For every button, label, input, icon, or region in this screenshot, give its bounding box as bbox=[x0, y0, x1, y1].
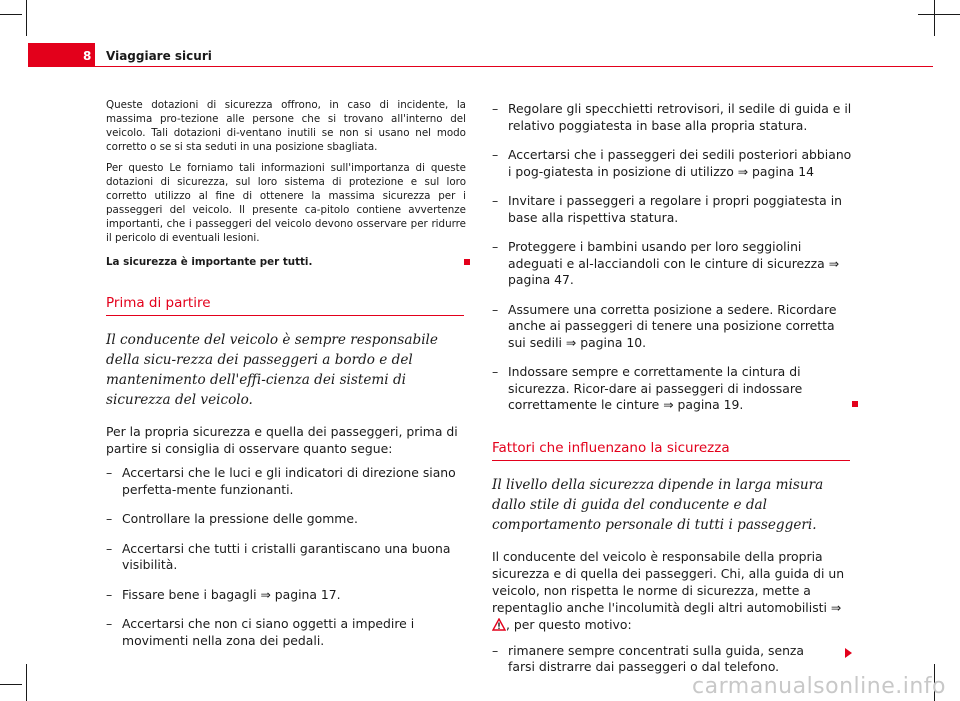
list-item: – Assumere una corretta posizione a sedere. Ricordare anche ai passeggeri di tenere una posizione corretta sui sedili ⇒ pagina 10. bbox=[492, 301, 837, 350]
bold-paragraph-text: La sicurezza è importante per tutti. bbox=[106, 256, 313, 268]
continue-arrow-icon bbox=[845, 648, 852, 658]
list-item-text: Proteggere i bambini usando per loro seggiolini adeguati e al-lacciandoli con le cinture di sicurezza ⇒ pagina 47. bbox=[508, 239, 840, 287]
paragraph: Per questo Le forniamo tali informazioni sull'importanza di queste dotazioni di sicurezza, sul loro sistema di protezione e sul loro corretto utilizzo al fine di ottenere la massima sicurezza per i passeggeri del veicolo. Il presente ca-pitolo contiene avvertenze importanti, che i passeggeri del veicolo devono osservare per ridurre il pericolo di eventuali lesioni. bbox=[106, 162, 466, 244]
bold-paragraph bbox=[106, 255, 466, 269]
warning-triangle-icon bbox=[492, 618, 506, 631]
list-item: – rimanere sempre concentrati sulla guida, senza farsi distrarre dai passeggeri o dal telefono. bbox=[492, 643, 852, 676]
list-item-text: Accertarsi che i passeggeri dei sedili posteriori abbiano i pog-giatesta in posizione di utilizzo ⇒ pagina 14 bbox=[508, 147, 852, 179]
list-item-text: Accertarsi che le luci e gli indicatori di direzione siano perfetta-mente funzionanti. bbox=[122, 465, 456, 497]
section-title: Fattori che influenzano la sicurezza bbox=[492, 440, 850, 461]
list-item: – Accertarsi che tutti i cristalli garantiscano una buona visibilità. bbox=[106, 540, 451, 572]
checklist bbox=[492, 101, 852, 414]
paragraph: Queste dotazioni di sicurezza offrono, in caso di incidente, la massima pro-tezione alle persone che si trovano all'interno del veicolo. Tali dotazioni di-ventano inutili se non si usano nel modo corretto o se si sta seduti in una posizione sbagliata. bbox=[106, 99, 466, 153]
list-item-text: Assumere una corretta posizione a sedere. Ricordare anche ai passeggeri di tenere una posizione corretta sui sedili ⇒ pagina 10. bbox=[508, 301, 837, 350]
header-rule bbox=[95, 66, 933, 67]
list-item-text: Indossare sempre e correttamente la cintura di sicurezza. Ricor-dare ai passeggeri di indossare correttamente le cinture ⇒ pagina 19. bbox=[508, 364, 803, 412]
list-item-text: rimanere sempre concentrati sulla guida, senza farsi distrarre dai passeggeri o dal telefono. bbox=[508, 642, 805, 674]
watermark: carmanualsonline.info bbox=[692, 674, 946, 699]
section-end-square-icon bbox=[464, 259, 470, 265]
crop-mark bbox=[918, 14, 960, 15]
list-item-text: Regolare gli specchietti retrovisori, il sedile di guida e il relativo poggiatesta in base alla propria statura. bbox=[508, 101, 852, 133]
crop-mark bbox=[0, 684, 22, 685]
list-item-text: Invitare i passeggeri a regolare i propri poggiatesta in base alla rispettiva statura. bbox=[508, 193, 842, 225]
list-item: – Proteggere i bambini usando per loro seggiolini adeguati e al-lacciandoli con le cinture di sicurezza ⇒ pagina 47. bbox=[492, 239, 840, 287]
body-paragraph bbox=[492, 548, 852, 633]
list-item-text: Fissare bene i bagagli ⇒ pagina 17. bbox=[122, 586, 341, 602]
section-intro: Il livello della sicurezza dipende in larga misura dallo stile di guida del conducente e dal comportamento personale di tutti i passeggeri. bbox=[492, 476, 824, 533]
section-intro: Il conducente del veicolo è sempre responsabile della sicu-rezza dei passeggeri a bordo e del mantenimento dell'effi-cienza dei sistemi di sicurezza del veicolo. bbox=[106, 332, 438, 408]
list-item: – Accertarsi che i passeggeri dei sedili posteriori abbiano i pog-giatesta in posizione di utilizzo ⇒ pagina 14 bbox=[492, 147, 852, 179]
chapter-title: Viaggiare sicuri bbox=[106, 49, 212, 63]
list-item-text: Accertarsi che non ci siano oggetti a impedire i movimenti nella zona dei pedali. bbox=[122, 616, 415, 648]
checklist bbox=[492, 643, 852, 676]
right-column bbox=[492, 101, 852, 689]
body-text: , per questo motivo: bbox=[506, 616, 632, 632]
left-column bbox=[106, 98, 466, 662]
crop-mark bbox=[0, 14, 22, 15]
section-title: Prima di partire bbox=[106, 295, 464, 316]
crop-mark bbox=[934, 0, 935, 36]
list-item-text: Controllare la pressione delle gomme. bbox=[122, 511, 358, 526]
list-item: – Regolare gli specchietti retrovisori, il sedile di guida e il relativo poggiatesta in base alla propria statura. bbox=[492, 101, 852, 133]
body-text: Il conducente del veicolo è responsabile della propria sicurezza e di quella dei passeggeri. Chi, alla guida di un veicolo, non rispetta le norme di sicurezza, mette a repentaglio anche l'incolumità degli altri automobilisti ⇒ bbox=[492, 548, 845, 615]
body-paragraph: Per la propria sicurezza e quella dei passeggeri, prima di partire si consiglia di osservare quanto segue: bbox=[106, 424, 458, 456]
crop-mark bbox=[26, 0, 27, 36]
list-item-text: Accertarsi che tutti i cristalli garantiscano una buona visibilità. bbox=[122, 540, 451, 572]
list-item: – Indossare sempre e correttamente la cintura di sicurezza. Ricor-dare ai passeggeri di indossare correttamente le cinture ⇒ pagina 19. bbox=[492, 364, 852, 414]
list-item: – Fissare bene i bagagli ⇒ pagina 17. bbox=[106, 586, 341, 602]
list-item: – Accertarsi che le luci e gli indicatori di direzione siano perfetta-mente funzionanti. bbox=[106, 465, 456, 497]
checklist bbox=[106, 465, 466, 649]
list-item: – Accertarsi che non ci siano oggetti a impedire i movimenti nella zona dei pedali. bbox=[106, 616, 415, 648]
crop-mark bbox=[26, 664, 27, 701]
list-item: – Controllare la pressione delle gomme. bbox=[106, 511, 358, 526]
section-end-square-icon bbox=[852, 401, 858, 407]
page-number: 8 bbox=[83, 49, 92, 63]
list-item: – Invitare i passeggeri a regolare i propri poggiatesta in base alla rispettiva statura. bbox=[492, 193, 842, 225]
